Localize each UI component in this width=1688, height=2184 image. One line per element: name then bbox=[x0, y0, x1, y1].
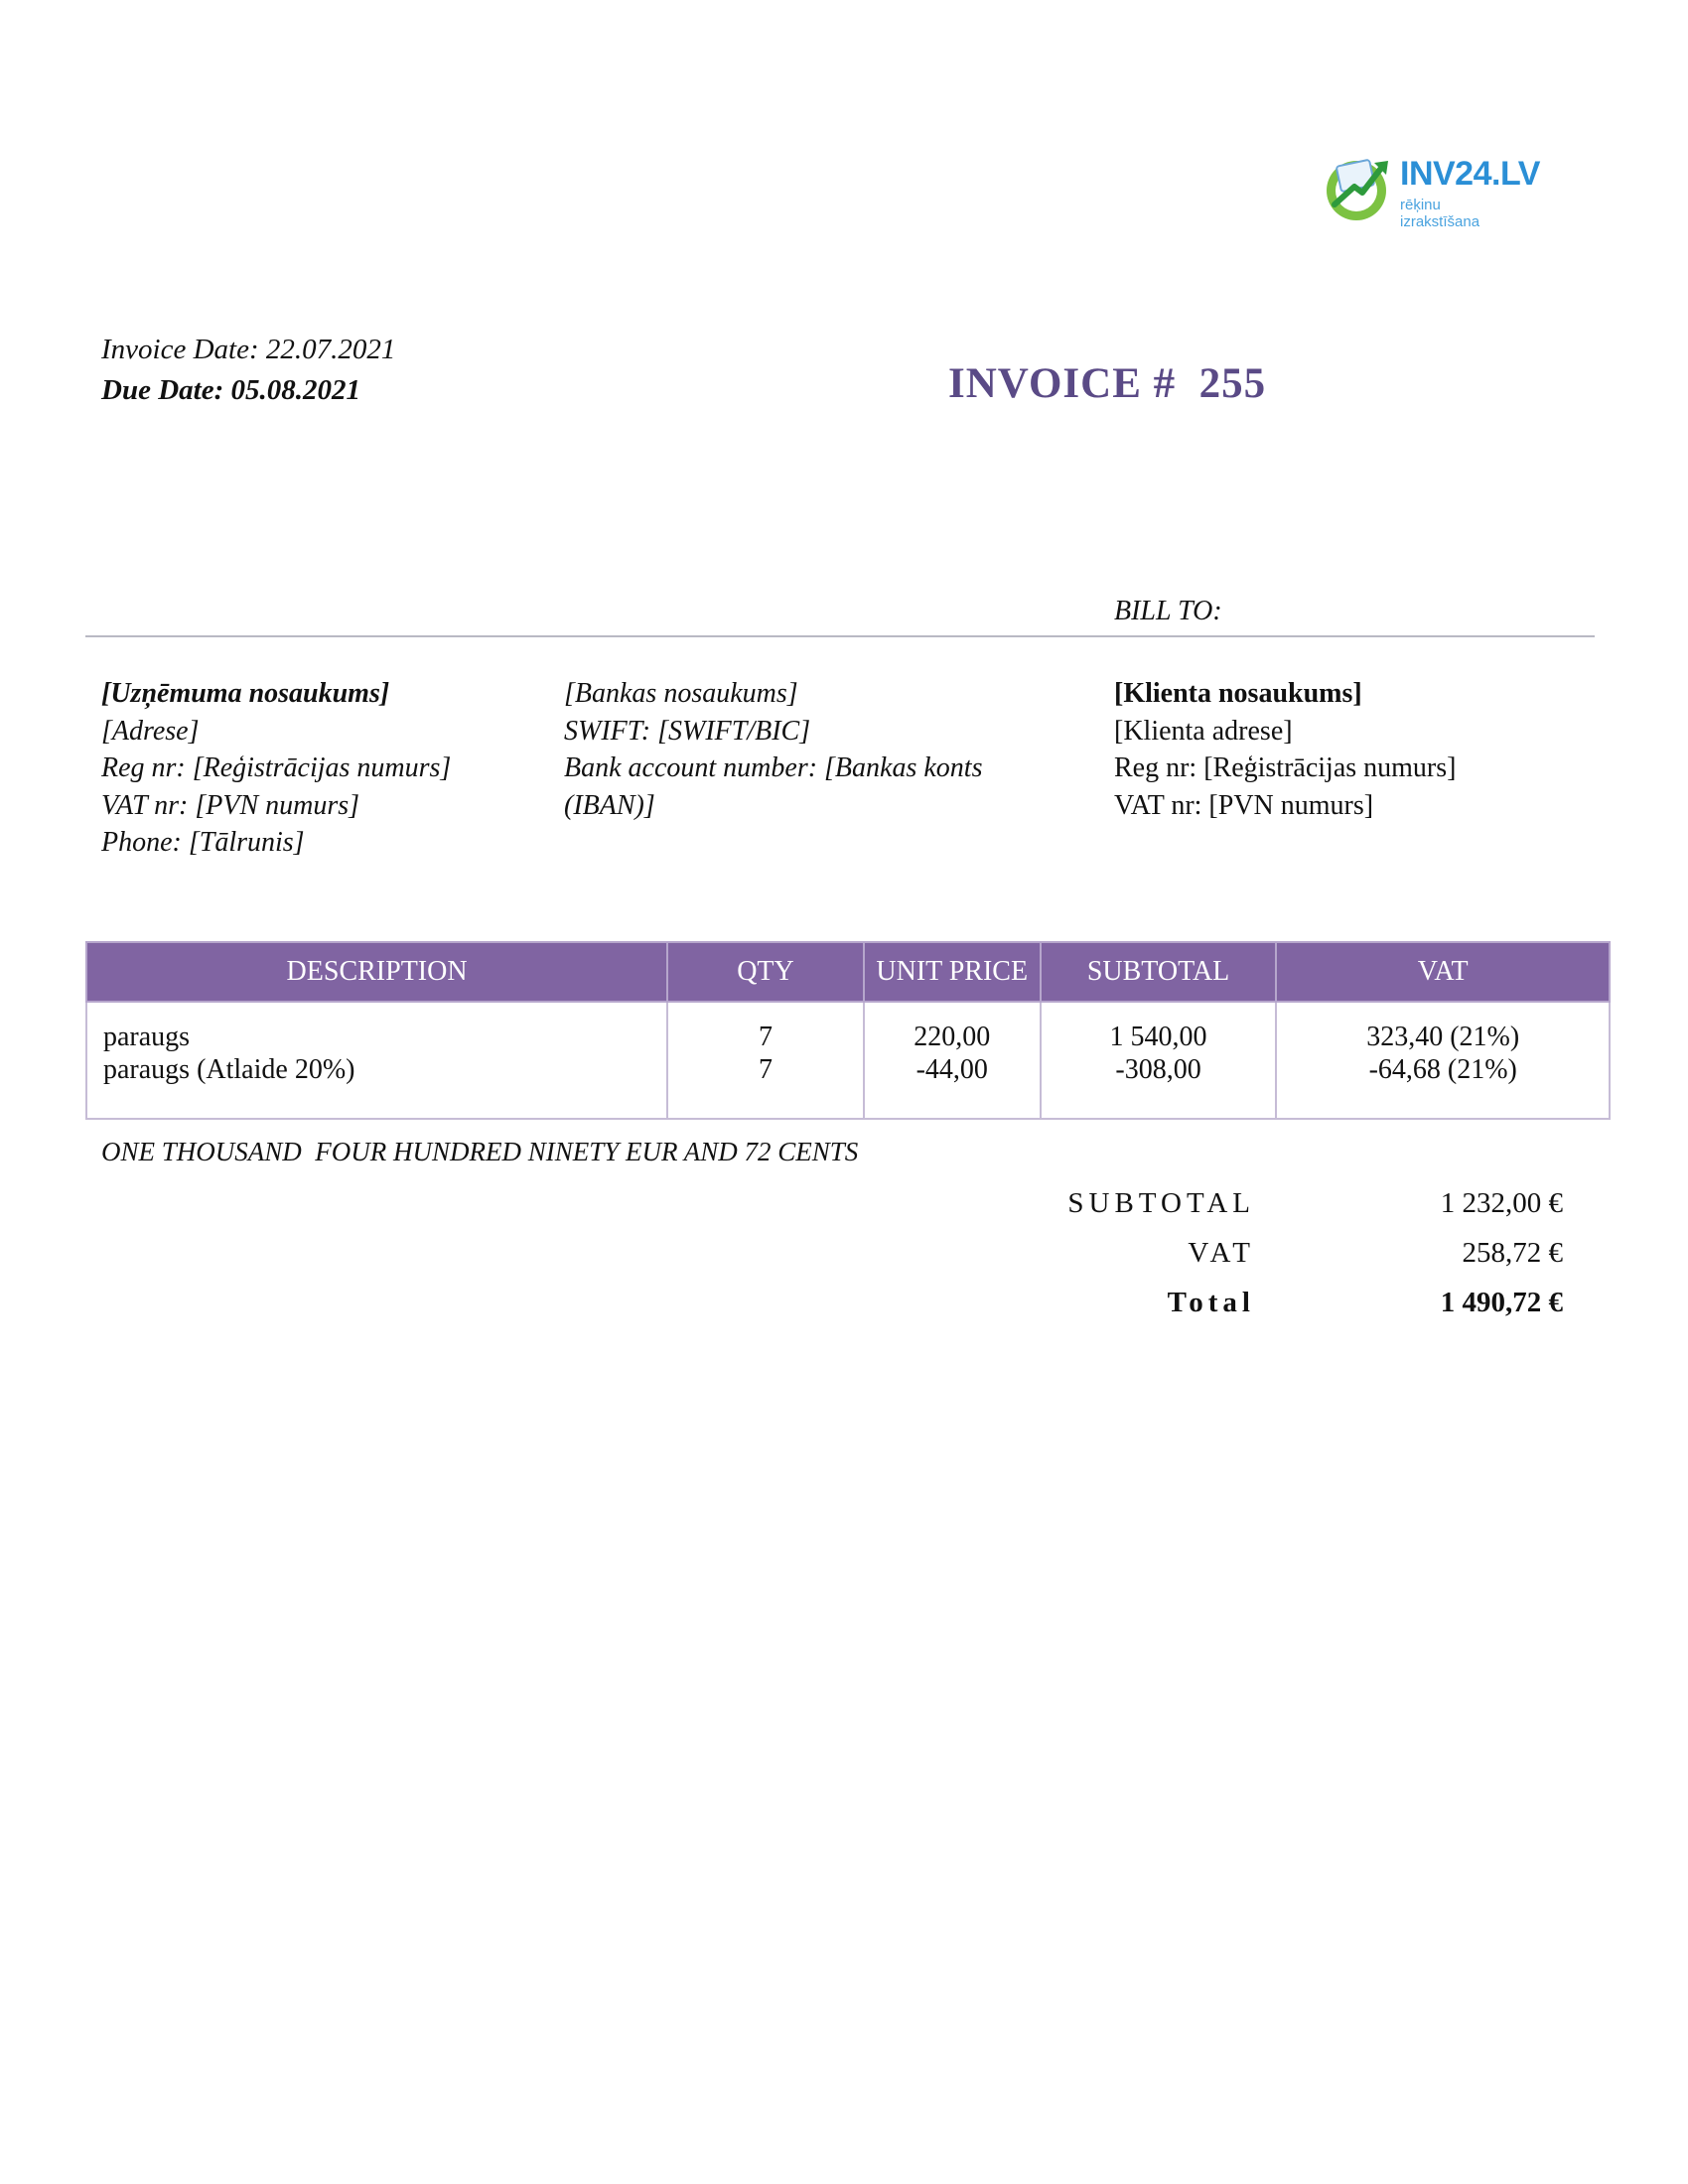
company-vat: VAT nr: [PVN numurs] bbox=[101, 789, 360, 821]
vat-value: 258,72 € bbox=[1462, 1237, 1563, 1269]
total-row bbox=[993, 1287, 1569, 1336]
brand-logo bbox=[1321, 149, 1540, 230]
table-header-row bbox=[86, 942, 1610, 1002]
header-vat: VAT bbox=[1276, 942, 1610, 1002]
invoice-dates bbox=[101, 330, 395, 411]
logo-name: INV24.LV bbox=[1400, 155, 1540, 193]
vat-row bbox=[993, 1237, 1569, 1287]
cell-unit-price bbox=[864, 1002, 1041, 1119]
line-item-qty: 7 bbox=[758, 1022, 773, 1052]
line-item-vat: -64,68 (21%) bbox=[1368, 1054, 1517, 1085]
header-divider bbox=[85, 635, 1595, 637]
invoice-date: Invoice Date: 22.07.2021 bbox=[101, 334, 396, 365]
bank-info bbox=[564, 675, 982, 824]
company-reg: Reg nr: [Reģistrācijas numurs] bbox=[101, 752, 452, 783]
amount-in-words: ONE THOUSAND FOUR HUNDRED NINETY EUR AND 72 CENTS bbox=[101, 1137, 859, 1166]
logo-circle-arrow-icon bbox=[1321, 149, 1396, 224]
invoice-title: INVOICE # 255 bbox=[948, 360, 1267, 407]
subtotal-row bbox=[993, 1187, 1569, 1237]
line-item-subtotal: -308,00 bbox=[1115, 1054, 1201, 1085]
company-name: [Uzņēmuma nosaukums] bbox=[101, 678, 390, 709]
due-date: Due Date: 05.08.2021 bbox=[101, 374, 360, 406]
bank-account-line2: (IBAN)] bbox=[564, 789, 655, 821]
client-name: [Klienta nosaukums] bbox=[1114, 678, 1362, 709]
header-unit-price: UNIT PRICE bbox=[864, 942, 1041, 1002]
subtotal-label: SUBTOTAL bbox=[1067, 1187, 1255, 1219]
bill-to-label: BILL TO: bbox=[1114, 596, 1222, 626]
line-item-unit-price: -44,00 bbox=[915, 1054, 988, 1085]
client-address: [Klienta adrese] bbox=[1114, 715, 1293, 747]
bank-account-line1: Bank account number: [Bankas konts bbox=[564, 752, 983, 783]
company-info bbox=[101, 675, 451, 862]
cell-vat bbox=[1276, 1002, 1610, 1119]
company-address: [Adrese] bbox=[101, 715, 200, 747]
header-description: DESCRIPTION bbox=[86, 942, 667, 1002]
line-item-qty: 7 bbox=[758, 1054, 773, 1085]
line-item-vat: 323,40 (21%) bbox=[1366, 1022, 1520, 1052]
line-item-subtotal: 1 540,00 bbox=[1109, 1022, 1207, 1052]
vat-label: VAT bbox=[1188, 1237, 1255, 1269]
line-item-unit-price: 220,00 bbox=[914, 1022, 991, 1052]
table-row bbox=[86, 1002, 1610, 1119]
company-phone: Phone: [Tālrunis] bbox=[101, 827, 305, 858]
header-qty: QTY bbox=[667, 942, 864, 1002]
client-vat: VAT nr: [PVN numurs] bbox=[1114, 789, 1374, 821]
header-subtotal: SUBTOTAL bbox=[1041, 942, 1277, 1002]
total-label: Total bbox=[1167, 1287, 1255, 1318]
cell-qty bbox=[667, 1002, 864, 1119]
bank-swift: SWIFT: [SWIFT/BIC] bbox=[564, 715, 811, 747]
items-table bbox=[85, 941, 1611, 1120]
bank-name: [Bankas nosaukums] bbox=[564, 678, 798, 709]
line-item-description: paraugs (Atlaide 20%) bbox=[103, 1054, 355, 1085]
client-reg: Reg nr: [Reģistrācijas numurs] bbox=[1114, 752, 1457, 783]
total-value: 1 490,72 € bbox=[1440, 1287, 1563, 1318]
cell-subtotal bbox=[1041, 1002, 1277, 1119]
cell-description bbox=[86, 1002, 667, 1119]
line-item-description: paraugs bbox=[103, 1022, 191, 1052]
logo-tagline: rēķinu izrakstīšana bbox=[1400, 197, 1480, 230]
client-info bbox=[1114, 675, 1456, 824]
totals-block bbox=[993, 1187, 1569, 1336]
subtotal-value: 1 232,00 € bbox=[1440, 1187, 1563, 1219]
